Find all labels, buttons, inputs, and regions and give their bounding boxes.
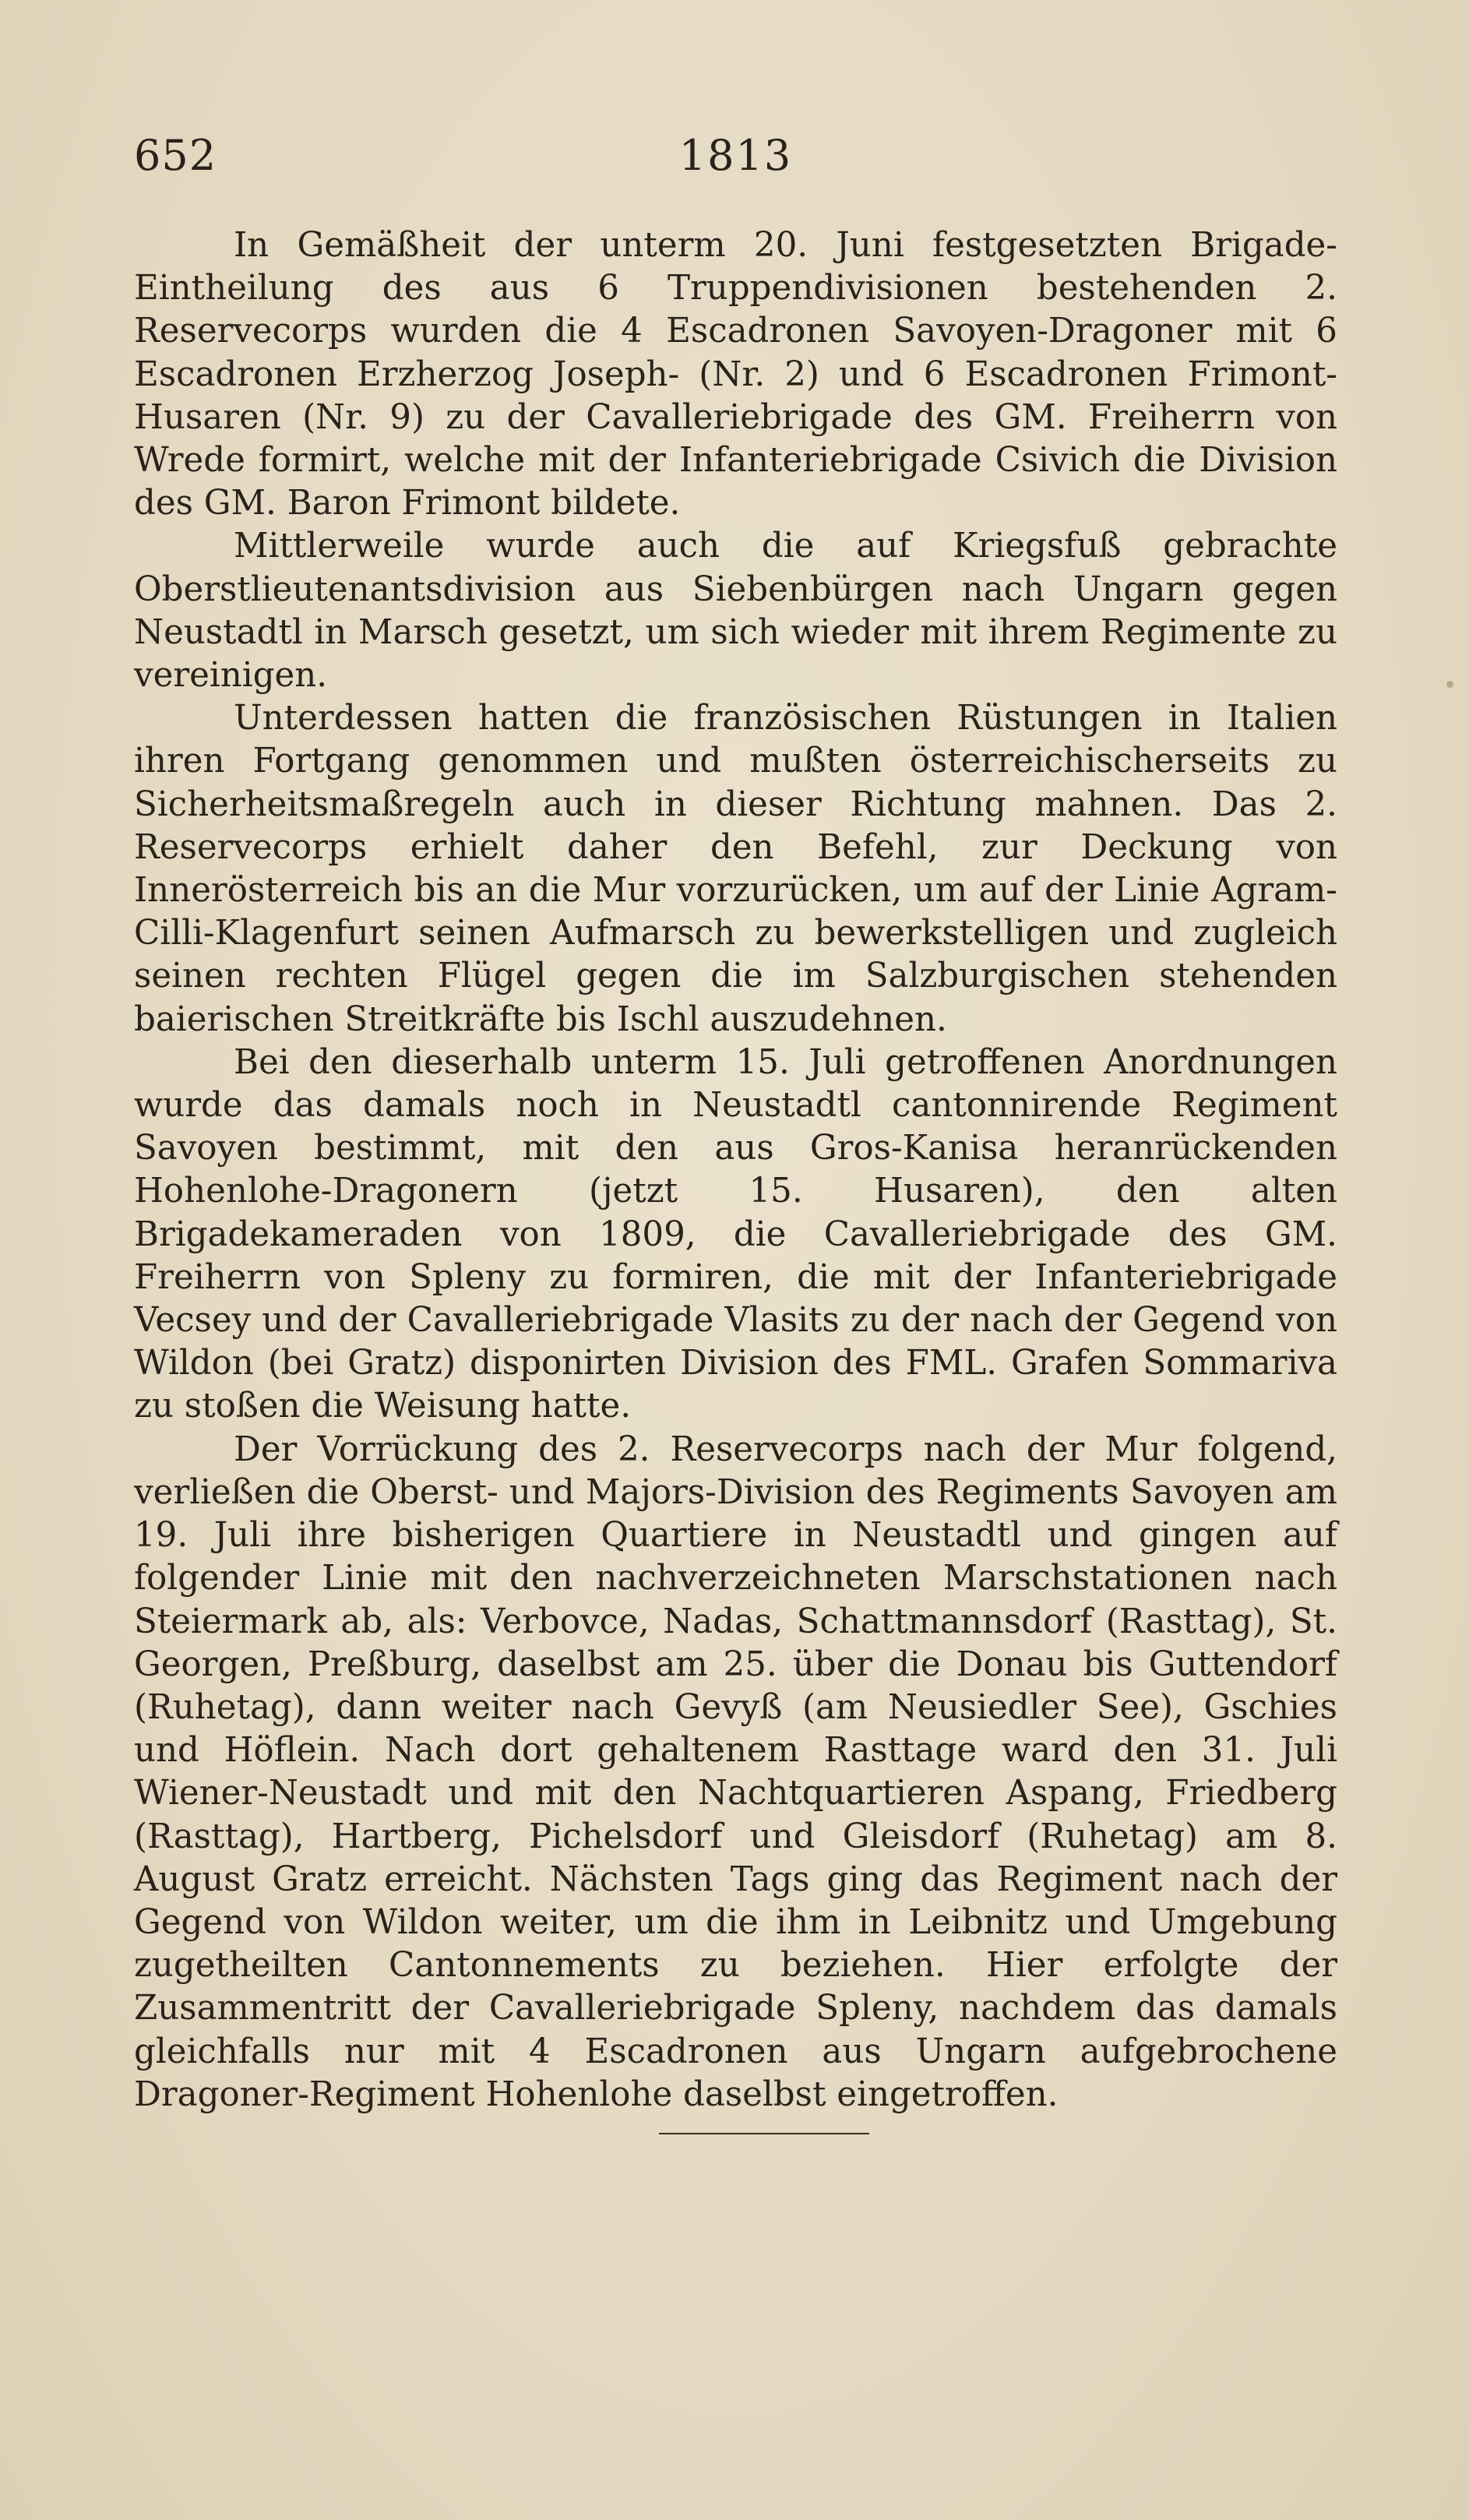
paragraph-brigade-division: In Gemäßheit der unterm 20. Juni festgesetzten Brigade-Eintheilung des aus 6 Truppendivisionen bestehenden 2. Reservecorps wurden die 4 Escadronen Savoyen-Dragoner mit 6 Escadronen Erzherzog Joseph- (Nr. 2) und 6 Escadronen Frimont-Husaren (Nr. 9) zu der Cavalleriebrigade des GM. Freiherrn von Wrede formirt, welche mit der Infanteriebrigade Csivich die Division des GM. Baron Frimont bildete. — [134, 226, 1337, 523]
page-number: 652 — [134, 131, 217, 180]
paragraph-lieutenant-division: Mittlerweile wurde auch die auf Kriegsfuß gebrachte Oberstlieutenantsdivision aus Siebenbürgen nach Ungarn gegen Neustadtl in Marsch gesetzt, um sich wieder mit ihrem Regimente zu vereinigen. — [134, 527, 1337, 696]
body-text — [134, 224, 1337, 2116]
paper-speck — [1446, 681, 1453, 688]
running-head-year: 1813 — [678, 131, 793, 180]
paragraph-french-armament: Unterdessen hatten die französischen Rüstungen in Italien ihren Fortgang genommen und mußten österreichischerseits zu Sicherheitsmaßregeln auch in dieser Richtung mahnen. Das 2. Reservecorps erhielt daher den Befehl, zur Deckung von Innerösterreich bis an die Mur vorzurücken, um auf der Linie Agram-Cilli-Klagenfurt seinen Aufmarsch zu bewerkstelligen und zugleich seinen rechten Flügel gegen die im Salzburgischen stehenden baierischen Streitkräfte bis Ischl auszudehnen. — [134, 699, 1337, 1039]
section-end-rule — [659, 2133, 869, 2134]
paragraph-july-orders: Bei den dieserhalb unterm 15. Juli getroffenen Anordnungen wurde das damals noch in Neustadtl cantonnirende Regiment Savoyen bestimmt, mit den aus Gros-Kanisa heranrückenden Hohenlohe-Dragonern (jetzt 15. Husaren), den alten Brigadekameraden von 1809, die Cavalleriebrigade des GM. Freiherrn von Spleny zu formiren, die mit der Infanteriebrigade Vecsey und der Cavalleriebrigade Vlasits zu der nach der Gegend von Wildon (bei Gratz) disponirten Division des FML. Grafen Sommariva zu stoßen die Weisung hatte. — [134, 1042, 1337, 1426]
page-header — [134, 131, 1337, 185]
paragraph-march-route: Der Vorrückung des 2. Reservecorps nach der Mur folgend, verließen die Oberst- und Majors-Division des Regiments Savoyen am 19. Juli ihre bisherigen Quartiere in Neustadtl und gingen auf folgender Linie mit den nachverzeichneten Marschstationen nach Steiermark ab, als: Verbovce, Nadas, Schattmannsdorf (Rasttag), St. Georgen, Preßburg, daselbst am 25. über die Donau bis Guttendorf (Ruhetag), dann weiter nach Gevyß (am Neusiedler See), Gschies und Höflein. Nach dort gehaltenem Rasttage ward den 31. Juli Wiener-Neustadt und mit den Nachtquartieren Aspang, Friedberg (Rasttag), Hartberg, Pichelsdorf und Gleisdorf (Ruhetag) am 8. August Gratz erreicht. Nächsten Tags ging das Regiment nach der Gegend von Wildon weiter, um die ihm in Leibnitz und Umgebung zugetheilten Cantonnements zu beziehen. Hier erfolgte der Zusammentritt der Cavalleriebrigade Spleny, nachdem das damals gleichfalls nur mit 4 Escadronen aus Ungarn aufgebrochene Dragoner-Regiment Hohenlohe daselbst eingetroffen. — [134, 1429, 1337, 2114]
